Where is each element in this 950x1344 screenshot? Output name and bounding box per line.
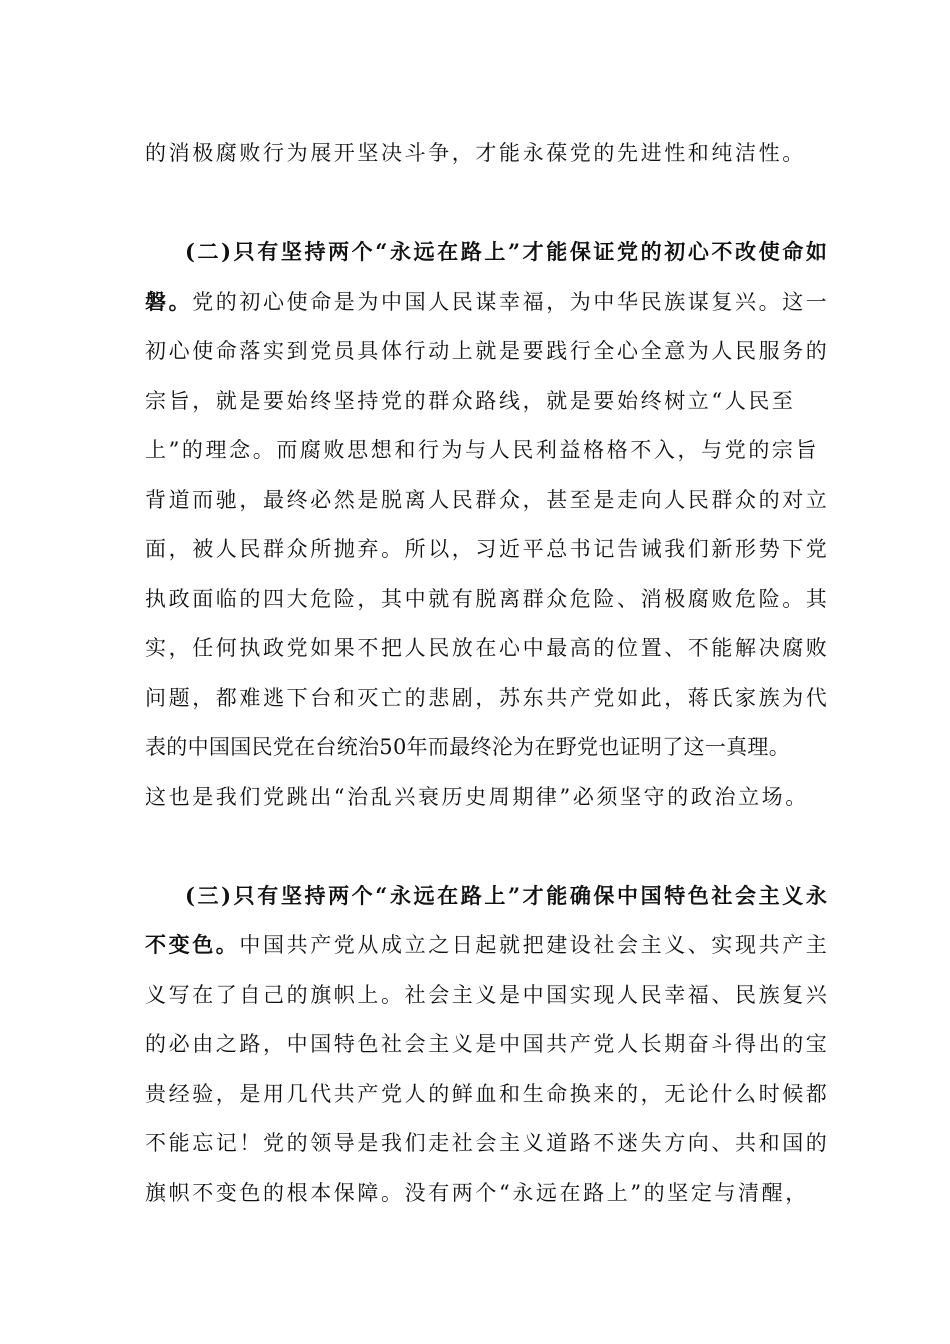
paragraph-line: 的消极腐败行为展开坚决斗争，才能永葆党的先进性和纯洁性。 [145, 141, 806, 165]
paragraph-line: 面，被人民群众所抛弃。所以，习近平总书记告诫我们新形势下党 [145, 537, 830, 561]
section-3-heading-continuation [145, 930, 830, 960]
section-2-heading: (二)只有坚持两个“永远在路上”才能保证党的初心不改使命如 [185, 239, 830, 264]
paragraph-line: 背道而驰，最终必然是脱离人民群众，甚至是走向人民群众的对立 [145, 488, 830, 512]
section-3-heading: (三)只有坚持两个“永远在路上”才能确保中国特色社会主义永 [185, 883, 830, 908]
paragraph-line: 宗旨，就是要始终坚持党的群众路线，就是要始终树立“人民至 [145, 389, 796, 413]
section-3-heading-end: 不变色。 [145, 932, 240, 957]
section-2-heading-continuation [145, 287, 830, 317]
paragraph-line: 表的中国国民党在台统治50年而最终沦为在野党也证明了这一真理。 [145, 735, 791, 759]
paragraph-line: 上”的理念。而腐败思想和行为与人民利益格格不入，与党的宗旨 [145, 438, 820, 462]
paragraph-line: 义写在了自己的旗帜上。社会主义是中国实现人民幸福、民族复兴 [145, 983, 830, 1007]
paragraph-line: 的必由之路，中国特色社会主义是中国共产党人长期奋斗得出的宝 [145, 1032, 830, 1056]
section-2-text-start: 党的初心使命是为中国人民谋幸福，为中华民族谋复兴。这一 [192, 290, 830, 314]
section-2-heading-end: 磐。 [145, 289, 193, 314]
paragraph-line: 不能忘记！党的领导是我们走社会主义道路不迷失方向、共和国的 [145, 1131, 830, 1155]
paragraph-line: 这也是我们党跳出“治乱兴衰历史周期律”必须坚守的政治立场。 [145, 785, 809, 809]
section-3-text-start: 中国共产党从成立之日起就把建设社会主义、实现共产主 [239, 933, 830, 957]
paragraph-line: 贵经验，是用几代共产党人的鲜血和生命换来的，无论什么时候都 [145, 1082, 830, 1106]
paragraph-line: 初心使命落实到党员具体行动上就是要践行全心全意为人民服务的 [145, 339, 830, 363]
paragraph-line: 实，任何执政党如果不把人民放在心中最高的位置、不能解决腐败 [145, 636, 830, 660]
paragraph-line: 问题，都难逃下台和灭亡的悲剧，苏东共产党如此，蒋氏家族为代 [145, 686, 830, 710]
paragraph-line: 执政面临的四大危险，其中就有脱离群众危险、消极腐败危险。其 [145, 587, 830, 611]
paragraph-line: 旗帜不变色的根本保障。没有两个“永远在路上”的坚定与清醒， [145, 1181, 809, 1205]
